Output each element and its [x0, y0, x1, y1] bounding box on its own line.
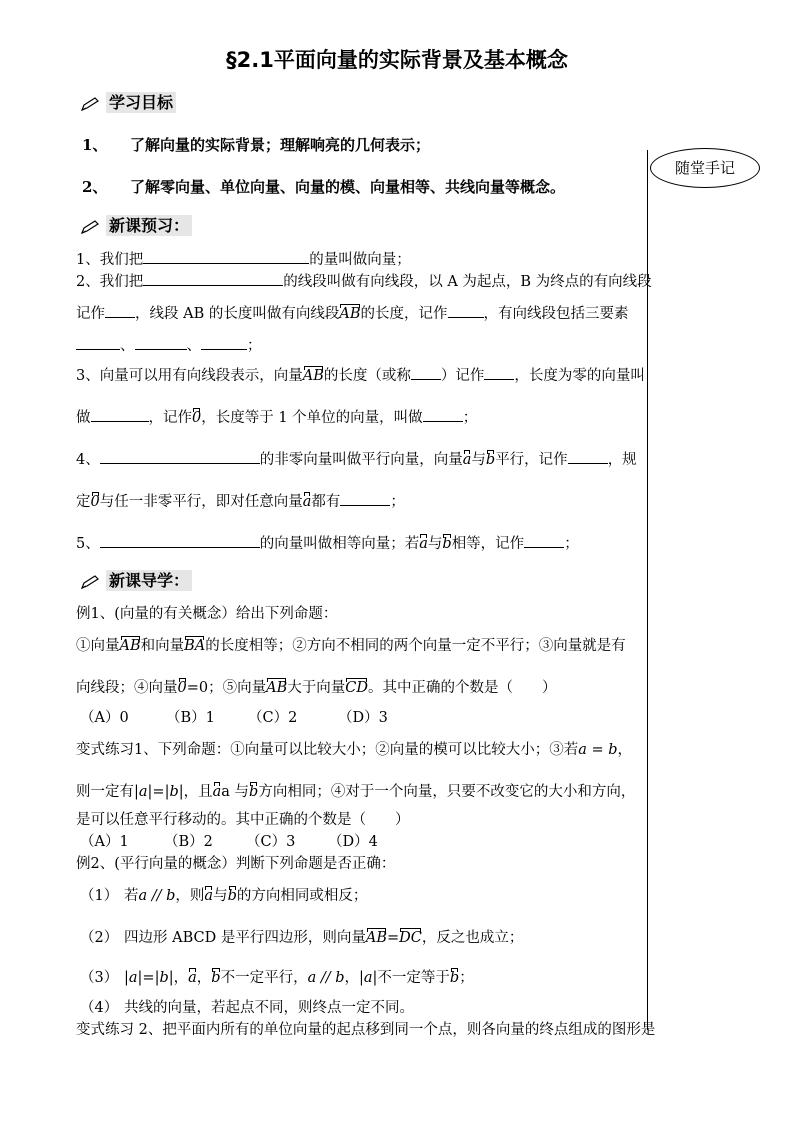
text: 平行，记作 [495, 452, 568, 468]
preview-line-2 [76, 270, 652, 291]
vector-a: a [204, 888, 214, 904]
text: 不一定平行， [220, 970, 308, 986]
text: =0；⑤向量 [186, 680, 267, 696]
text: 记作 [76, 306, 105, 322]
text: 与 [427, 536, 443, 552]
text: 的量叫做向量； [309, 252, 411, 268]
text: 和向量 [140, 638, 185, 654]
variant-1-line-1 [76, 738, 632, 759]
vector-a: a [212, 784, 222, 800]
section-guide-label: 新课导学： [106, 570, 192, 591]
text: ； [390, 494, 405, 510]
mod-a: |a| [359, 970, 378, 986]
example-1-options [80, 706, 388, 727]
text: ； [564, 536, 579, 552]
vector-a: a [302, 494, 312, 510]
preview-line-3 [76, 302, 629, 323]
text: a 与 [221, 784, 250, 800]
zero-vector: 0 [90, 494, 100, 510]
preview-line-1 [76, 248, 411, 269]
blank [76, 337, 120, 350]
text: 不一定等于 [377, 970, 450, 986]
blank [524, 535, 564, 548]
preview-line-8 [76, 490, 405, 511]
text: ，线段 AB 的长度叫做有向线段 [135, 306, 340, 322]
text: ， [173, 970, 189, 986]
eq-a-b: a = b [578, 742, 618, 758]
variant-2: 变式练习 2、把平面内所有的单位向量的起点移到同一个点，则各向量的终点组成的图形是 [76, 1022, 656, 1038]
item-number: （4） [80, 1000, 119, 1016]
section-preview-label: 新课预习： [106, 215, 192, 236]
example-1-line-2 [76, 676, 556, 697]
vector-b: b [211, 970, 221, 986]
text: ， [617, 742, 633, 758]
text: 大于向量 [287, 680, 346, 696]
section-guide [80, 568, 192, 591]
text: ， [344, 970, 359, 986]
vector-b: b [227, 888, 237, 904]
text: 的长度（或称 [323, 368, 411, 384]
option: （A）0 [80, 710, 129, 726]
text: ①向量 [76, 638, 120, 654]
option: （B）2 [164, 834, 213, 850]
text: ，且 [183, 784, 213, 800]
pencil-icon [80, 574, 100, 590]
text: 四边形 ABCD 是平行四边形，则向量 [124, 930, 366, 946]
vector-ab: AB [266, 680, 288, 696]
text: ，长度为零的向量叫 [514, 368, 645, 384]
mod-eq: |a|=|b| [134, 784, 184, 800]
vector-ab: AB [365, 930, 387, 946]
blank [568, 451, 608, 464]
vector-ab: AB [339, 306, 361, 322]
section-goals-label: 学习目标 [106, 92, 176, 113]
vector-b: b [449, 970, 460, 986]
text: ， [196, 970, 212, 986]
page-title: §2.1平面向量的实际背景及基本概念 [226, 48, 568, 72]
text: 3、向量可以用有向线段表示，向量 [76, 368, 303, 384]
text: 1、我们把 [76, 252, 144, 268]
text: 5、 [76, 536, 100, 552]
item-number: （2） [80, 930, 119, 946]
blank [135, 337, 187, 350]
mod-eq: |a|=|b| [124, 970, 174, 986]
variant-1-line-3: 是可以任意平行移动的。其中正确的个数是（ ） [76, 812, 410, 828]
text: ，则 [175, 888, 205, 904]
blank [423, 409, 463, 422]
text: 共线的向量，若起点不同，则终点一定不同。 [124, 1000, 414, 1016]
blank [201, 337, 247, 350]
blank [100, 535, 260, 548]
vector-a: a [462, 452, 472, 468]
text: 方向相同；④对于一个向量，只要不改变它的大小和方向， [258, 784, 636, 800]
variant-1-line-2 [76, 780, 635, 801]
text: 定 [76, 494, 91, 510]
pencil-icon [80, 219, 100, 235]
text: ； [247, 338, 262, 354]
option: （D）4 [328, 834, 378, 850]
example-2-title: 例2、(平行向量的概念）判断下列命题是否正确： [76, 856, 396, 872]
example-1-line-1 [76, 634, 626, 655]
example-2-item-4 [80, 996, 414, 1017]
preview-line-4 [76, 334, 262, 355]
example-2-item-1 [80, 884, 367, 905]
text: 的向量叫做相等向量；若 [259, 536, 420, 552]
text: 都有 [311, 494, 341, 510]
equals: = [386, 930, 400, 946]
item-number: （1） [80, 888, 119, 904]
blank [143, 273, 283, 286]
vector-cd: CD [345, 680, 368, 696]
goal-text: 了解零向量、单位向量、向量的模、向量相等、共线向量等概念。 [130, 178, 566, 196]
text: ，记作 [148, 410, 192, 426]
preview-line-7 [76, 448, 637, 469]
text: 、 [120, 338, 135, 354]
par-a-b: a // b [138, 888, 176, 904]
text: 若 [124, 888, 139, 904]
text: 的长度，记作 [360, 306, 448, 322]
text: ，有向线段包括三要素 [483, 306, 629, 322]
vector-b: b [442, 536, 452, 552]
text: 变式练习1、下列命题：①向量可以比较大小；②向量的模可以比较大小；③若 [76, 742, 579, 758]
text: 与任一非零平行，即对任意向量 [99, 494, 303, 510]
text: 则一定有 [76, 784, 134, 800]
goal-number: 1、 [82, 136, 108, 154]
preview-line-6 [76, 406, 477, 427]
text: 做 [76, 410, 91, 426]
section-preview [80, 213, 192, 236]
vector-dc: DC [399, 930, 422, 946]
blank [100, 451, 260, 464]
vector-a: a [188, 970, 197, 986]
blank [411, 367, 441, 380]
text: 的非零向量叫做平行向量，向量 [259, 452, 463, 468]
text: ，反之也成立； [421, 930, 524, 946]
blank [91, 409, 149, 422]
goal-item [82, 134, 430, 155]
text: 2、我们把 [76, 274, 144, 290]
vector-ab: AB [302, 368, 324, 384]
text: 4、 [76, 452, 100, 468]
vector-a: a [419, 536, 428, 552]
pencil-icon [80, 96, 100, 112]
zero-vector: 0 [177, 680, 187, 696]
section-goals [80, 90, 176, 113]
goal-item [82, 176, 565, 197]
text: 与 [213, 888, 228, 904]
text: 的长度相等；②方向不相同的两个向量一定不平行；③向量就是有 [205, 638, 626, 654]
variant-1-options [80, 830, 378, 851]
text: 。其中正确的个数是（ ） [367, 680, 557, 696]
option: （C）3 [246, 834, 296, 850]
text: ，规 [607, 452, 637, 468]
option: （A）1 [80, 834, 129, 850]
example-2-item-2 [80, 926, 523, 947]
text: ）记作 [440, 368, 485, 384]
vector-b: b [485, 452, 496, 468]
text: 的方向相同或相反； [236, 888, 368, 904]
example-1-title: 例1、(向量的有关概念）给出下列命题： [76, 606, 338, 622]
goal-number: 2、 [82, 178, 108, 196]
text: 、 [186, 338, 201, 354]
example-2-item-3 [80, 966, 474, 987]
vector-b: b [249, 784, 259, 800]
blank [340, 493, 390, 506]
text: 向线段；④向量 [76, 680, 178, 696]
vector-ba: BA [184, 638, 206, 654]
blank [143, 251, 309, 264]
option: （C）2 [248, 710, 298, 726]
text: 的线段叫做有向线段，以 A 为起点，B 为终点的有向线段 [283, 274, 652, 290]
blank [105, 305, 135, 318]
blank [448, 305, 484, 318]
preview-line-5 [76, 364, 645, 385]
par-a-b: a // b [307, 970, 345, 986]
goal-text: 了解向量的实际背景；理解响亮的几何表示； [130, 136, 431, 154]
text: 与 [471, 452, 486, 468]
vector-ab: AB [119, 638, 141, 654]
option: （D）3 [338, 710, 388, 726]
item-number: （3） [80, 970, 119, 986]
preview-line-9 [76, 532, 579, 553]
zero-vector: 0 [192, 410, 202, 426]
side-note-oval: 随堂手记 [650, 148, 760, 188]
option: （B）1 [166, 710, 215, 726]
text: 相等，记作 [451, 536, 525, 552]
text: ； [459, 970, 474, 986]
blank [484, 367, 514, 380]
text: ，长度等于 1 个单位的向量，叫做 [201, 410, 423, 426]
text: ； [462, 410, 478, 426]
